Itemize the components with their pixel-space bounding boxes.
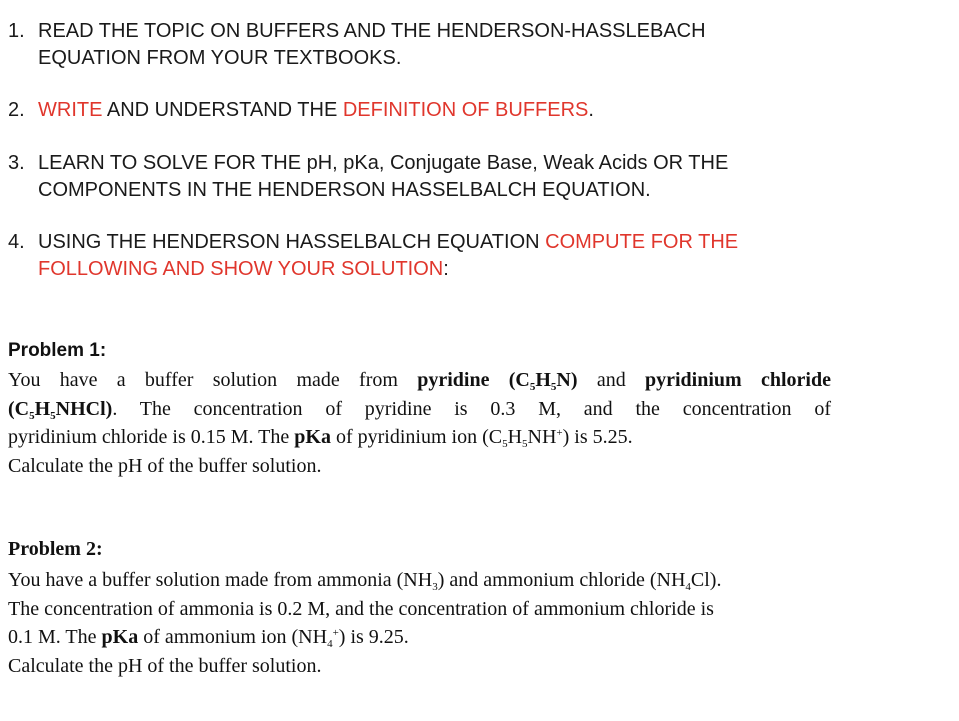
highlight-show-solution: FOLLOWING AND SHOW YOUR SOLUTION <box>38 258 444 280</box>
superscript: + <box>556 427 563 439</box>
text: NHCl) <box>55 397 113 420</box>
problem-2-line-2: The concentration of ammonia is 0.2 M, and the concentration of ammonium chloride is <box>8 597 714 620</box>
instruction-number: 2. <box>8 99 25 121</box>
subscript: 4 <box>327 638 333 650</box>
subscript: 3 <box>432 581 438 593</box>
problem-2-line-3 <box>8 623 721 652</box>
text: (C <box>489 369 530 391</box>
subscript: 5 <box>529 381 536 393</box>
problem-1-line-2 <box>8 395 831 424</box>
problem-1-line-1 <box>8 366 831 395</box>
instruction-text-line2: COMPONENTS IN THE HENDERSON HASSELBALCH EQUATION. <box>38 179 651 201</box>
text: H <box>507 426 523 448</box>
problem-2-title: Problem 2: <box>8 538 103 560</box>
text: ) and ammonium chloride (NH <box>437 569 686 591</box>
text: ) is 9.25. <box>338 626 409 648</box>
text: ) is 5.25. <box>562 426 633 448</box>
term-pyridine: pyridine <box>417 369 490 391</box>
instruction-3 <box>8 150 728 204</box>
instruction-colon: : <box>443 258 449 280</box>
instruction-4 <box>8 229 738 283</box>
formula-pyridinium-chloride <box>8 398 112 420</box>
superscript: + <box>332 627 339 639</box>
text: . The concentration of pyridine is 0.3 M, and the concentration of <box>112 397 831 420</box>
instruction-period: . <box>588 99 594 121</box>
problem-2-question: Calculate the pH of the buffer solution. <box>8 654 322 677</box>
term-pyridinium-chloride: pyridinium chloride <box>644 369 831 391</box>
problem-1-body <box>8 366 831 480</box>
instruction-text-line1: READ THE TOPIC ON BUFFERS AND THE HENDERSON-HASSLEBACH <box>38 20 706 42</box>
instruction-text-line1: USING THE HENDERSON HASSELBALCH EQUATION <box>38 231 546 253</box>
highlight-write: WRITE <box>38 99 103 121</box>
text: You have a buffer solution made from <box>8 369 418 391</box>
text: (C <box>8 397 30 420</box>
highlight-definition: DEFINITION OF BUFFERS <box>342 99 589 121</box>
formula-pyridine <box>489 369 577 391</box>
text: You have a buffer solution made from ammonia (NH <box>8 569 433 591</box>
instruction-text: AND UNDERSTAND THE <box>102 99 343 121</box>
subscript: 5 <box>522 438 528 450</box>
text: of pyridinium ion (C <box>330 426 503 448</box>
problem-1-title: Problem 1: <box>8 340 107 361</box>
text: H <box>535 369 551 391</box>
subscript: 5 <box>29 409 35 422</box>
instruction-number: 1. <box>8 20 25 42</box>
text: H <box>34 397 51 420</box>
text: Cl). <box>690 569 722 591</box>
term-pka: pKa <box>101 626 139 648</box>
text: NH <box>527 426 557 448</box>
instruction-number: 3. <box>8 152 25 174</box>
instruction-text-line1: LEARN TO SOLVE FOR THE pH, pKa, Conjugate Base, Weak Acids OR THE <box>38 152 729 174</box>
term-pka: pKa <box>294 426 331 448</box>
text: of ammonium ion (NH <box>138 626 328 648</box>
instruction-1 <box>8 18 706 72</box>
text: pyridinium chloride is 0.15 M. The <box>8 426 295 448</box>
subscript: 4 <box>685 581 691 593</box>
instruction-number: 4. <box>8 231 25 253</box>
problem-2-body <box>8 566 721 680</box>
instruction-2 <box>8 97 594 124</box>
text: N) <box>556 369 578 391</box>
subscript: 5 <box>502 438 508 450</box>
problem-2-line-1 <box>8 566 721 595</box>
subscript: 5 <box>50 409 56 422</box>
highlight-compute: COMPUTE FOR THE <box>545 231 739 253</box>
instruction-text-line2: EQUATION FROM YOUR TEXTBOOKS. <box>38 47 402 69</box>
problem-1-question: Calculate the pH of the buffer solution. <box>8 454 322 477</box>
subscript: 5 <box>550 381 557 393</box>
text: and <box>577 369 645 391</box>
text: 0.1 M. The <box>8 626 102 648</box>
problem-1-line-3 <box>8 423 831 452</box>
